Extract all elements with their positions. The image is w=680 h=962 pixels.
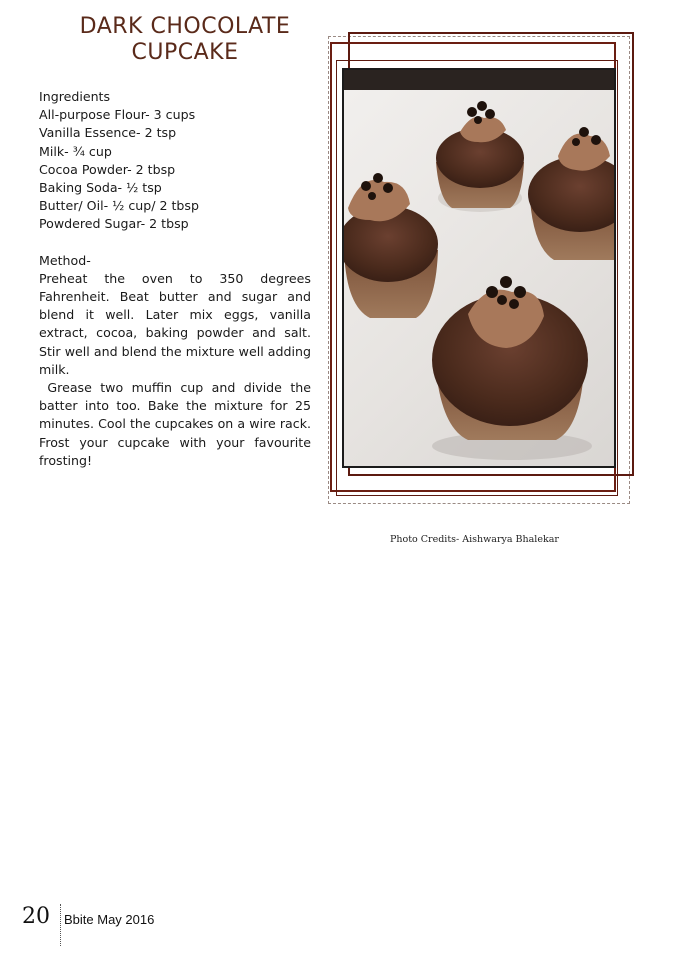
method-section (39, 252, 316, 470)
ingredient-item: Powdered Sugar- 2 tbsp (39, 216, 189, 232)
section-spacer (39, 234, 311, 252)
cupcake-front (432, 276, 592, 460)
ingredient-item: Cocoa Powder- 2 tbsp (39, 161, 176, 177)
method-heading: Method- (39, 252, 91, 268)
cupcake-left (344, 173, 438, 318)
method-paragraph-1: Preheat the oven to 350 degrees Fahrenheit. Beat butter and sugar and blend it well. Later mix eggs, vanilla extract, cocoa, baking powder and salt. Stir well and blend the mixture well adding milk. (39, 270, 311, 377)
cupcake-illustration (344, 70, 614, 466)
ingredient-item: All-purpose Flour- 3 cups (39, 107, 196, 123)
ingredient-item: Vanilla Essence- 2 tsp (39, 125, 177, 141)
method-paragraph-2: Grease two muffin cup and divide the batter into too. Bake the mixture for 25 minutes. Cool the cupcakes on a wire rack. Frost your cupcake with your favourite frosting! (39, 380, 316, 468)
ingredient-item: Milk- ¾ cup (39, 143, 112, 159)
ingredient-item: Butter/ Oil- ½ cup/ 2 tbsp (39, 198, 199, 214)
cupcake-photo (342, 68, 616, 468)
photo-credit: Photo Credits- Aishwarya Bhalekar (390, 534, 559, 545)
publication-name: Bbite May 2016 (64, 912, 155, 927)
title-line-1: DARK CHOCOLATE (79, 14, 291, 39)
title-line-2: CUPCAKE (131, 40, 239, 65)
ingredients-section (39, 88, 311, 234)
page-number: 20 (22, 904, 50, 929)
recipe-text-column (39, 88, 316, 470)
cupcake-right (528, 127, 614, 260)
ingredients-heading: Ingredients (39, 89, 111, 104)
cupcake-top (436, 101, 524, 212)
ingredient-item: Baking Soda- ½ tsp (39, 180, 162, 196)
photo-frame-group (326, 28, 638, 508)
footer-divider (60, 904, 61, 946)
recipe-title (40, 14, 330, 66)
